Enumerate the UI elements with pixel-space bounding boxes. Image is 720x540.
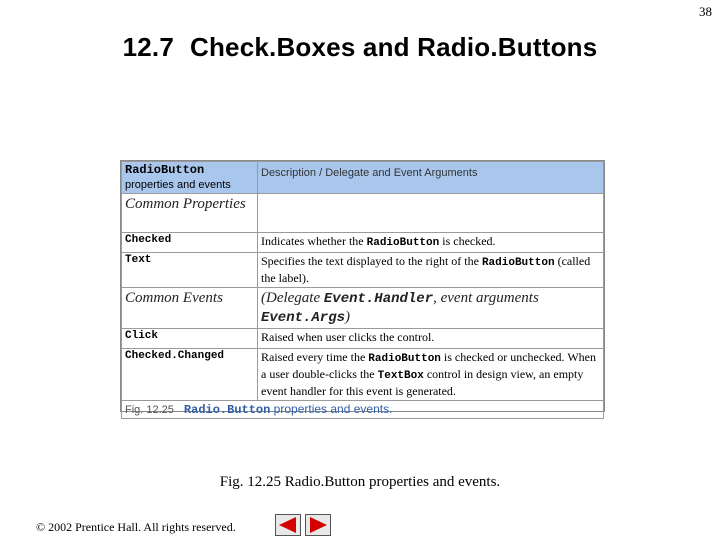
properties-table [121, 161, 604, 419]
table-header-row [122, 162, 604, 194]
property-description: Indicates whether the RadioButton is checked. [258, 233, 604, 253]
header-description-cell [258, 162, 604, 194]
section-label-properties: Common Properties [122, 194, 258, 233]
section-row-properties [122, 194, 604, 233]
header-subtitle: properties and events [125, 179, 231, 191]
next-slide-button[interactable] [305, 514, 331, 536]
table-caption: Fig. 12.25 Radio.Button properties and events. [122, 401, 604, 419]
section-row-events [122, 288, 604, 329]
header-description: Description / Delegate and Event Arguments [261, 167, 478, 179]
arrow-left-icon [279, 517, 296, 533]
table-row [122, 349, 604, 401]
arrow-right-icon [310, 517, 327, 533]
title-text: Check.Boxes and Radio.Buttons [189, 32, 598, 62]
page-number: 38 [699, 4, 712, 19]
figure-caption: Fig. 12.25 Radio.Button properties and events. [219, 474, 501, 490]
section-label-events: Common Events [122, 288, 258, 329]
table-row [122, 253, 604, 288]
event-description: Raised every time the RadioButton is checked or unchecked. When a user double-clicks the TextBox control in design view, an empty event handler for this event is generated. [258, 349, 604, 401]
event-name: Checked.Changed [122, 349, 258, 401]
table-caption-row [122, 401, 604, 419]
copyright-footer: © 2002 Prentice Hall. All rights reserved. [36, 520, 236, 534]
event-description: Raised when user clicks the control. [258, 329, 604, 349]
properties-figure [120, 160, 605, 417]
event-name: Click [122, 329, 258, 349]
header-class-name: RadioButton [125, 163, 205, 177]
property-name: Text [122, 253, 258, 288]
property-description: Specifies the text displayed to the right of the RadioButton (called the label). [258, 253, 604, 288]
header-name-cell [122, 162, 258, 194]
previous-slide-button[interactable] [275, 514, 301, 536]
section-number: 12.7 [122, 32, 174, 62]
events-delegate-info: (Delegate Event.Handler, event arguments Event.Args) [258, 288, 604, 329]
slide-title [0, 32, 720, 63]
table-row [122, 329, 604, 349]
slide-navigation [275, 514, 331, 536]
property-name: Checked [122, 233, 258, 253]
table-row [122, 233, 604, 253]
